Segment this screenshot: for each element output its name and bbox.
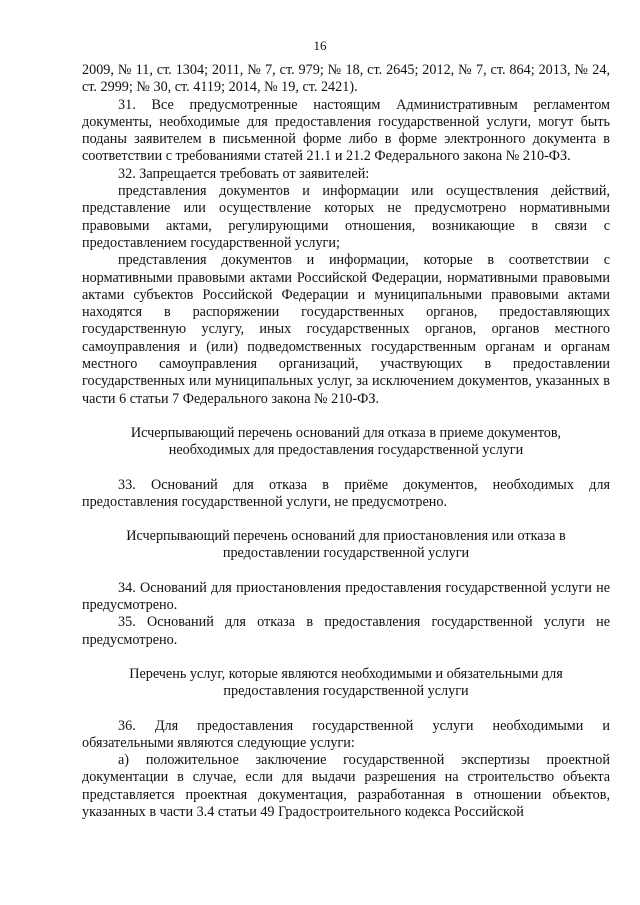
spacer xyxy=(82,460,610,477)
paragraph-36: 36. Для предоставления государственной услуги необходимыми и обязательными являются следующие услуги: xyxy=(82,717,610,751)
spacer xyxy=(82,563,610,580)
paragraph-citation: 2009, № 11, ст. 1304; 2011, № 7, ст. 979; № 18, ст. 2645; 2012, № 7, ст. 864; 2013, № 24, ст. 2999; № 30, ст. 4119; 2014, № 19, ст. 2421). xyxy=(82,62,610,96)
paragraph-32: 32. Запрещается требовать от заявителей: xyxy=(118,165,370,182)
spacer xyxy=(82,649,610,666)
paragraph-33: 33. Оснований для отказа в приёме документов, необходимых для предоставления государственной услуги, не предусмотрено. xyxy=(82,476,610,510)
document-body xyxy=(82,62,610,821)
section-heading-required-services: Перечень услуг, которые являются необходимыми и обязательными для предоставления государственной услуги xyxy=(129,665,563,700)
paragraph-32-item-1: представления документов и информации или осуществления действий, представление или осуществление которых не предусмотрено нормативными правовыми актами, регулирующими отношения, возникающие в связи с предоставлением государственной услуги; xyxy=(82,183,610,251)
paragraph-32-item-2: представления документов и информации, которые в соответствии с нормативными правовыми актами Российской Федерации, нормативными правовыми актами субъектов Российской Федерации и муниципальными правовыми актами находятся в распоряжении государственных органов, предоставляющих государственную услугу, иных государственных органов, органов местного самоуправления и (или) подведомственных государственным органам и органам местного самоуправления организаций, участвующих в предоставлении государственных или муниципальных услуг, за исключением документов, указанных в части 6 статьи 7 Федерального закона № 210-ФЗ. xyxy=(82,252,610,407)
section-heading-refusal-acceptance: Исчерпывающий перечень оснований для отказа в приеме документов, необходимых для предоставления государственной услуги xyxy=(130,424,562,459)
spacer xyxy=(82,511,610,528)
section-heading-suspension-refusal: Исчерпывающий перечень оснований для приостановления или отказа в предоставлении государственной услуги xyxy=(126,528,566,562)
paragraph-35: 35. Оснований для отказа в предоставления государственной услуги не предусмотрено. xyxy=(82,614,610,648)
paragraph-31: 31. Все предусмотренные настоящим Административным регламентом документы, необходимые для предоставления государственной услуги, могут быть поданы заявителем в письменной форме либо в форме электронного документа в соответствии с требованиями статей 21.1 и 21.2 Федерального закона № 210-ФЗ. xyxy=(82,96,610,165)
page-number: 16 xyxy=(313,38,327,53)
paragraph-34: 34. Оснований для приостановления предоставления государственной услуги не предусмотрено. xyxy=(82,579,610,614)
paragraph-36-item-a: а) положительное заключение государственной экспертизы проектной документации в случае, если для выдачи разрешения на строительство объекта представляется проектная документация, разработанная в отношении объектов, указанных в части 3.4 статьи 49 Градостроительного кодекса Российской xyxy=(82,752,610,820)
spacer xyxy=(82,408,610,425)
spacer xyxy=(82,701,610,718)
